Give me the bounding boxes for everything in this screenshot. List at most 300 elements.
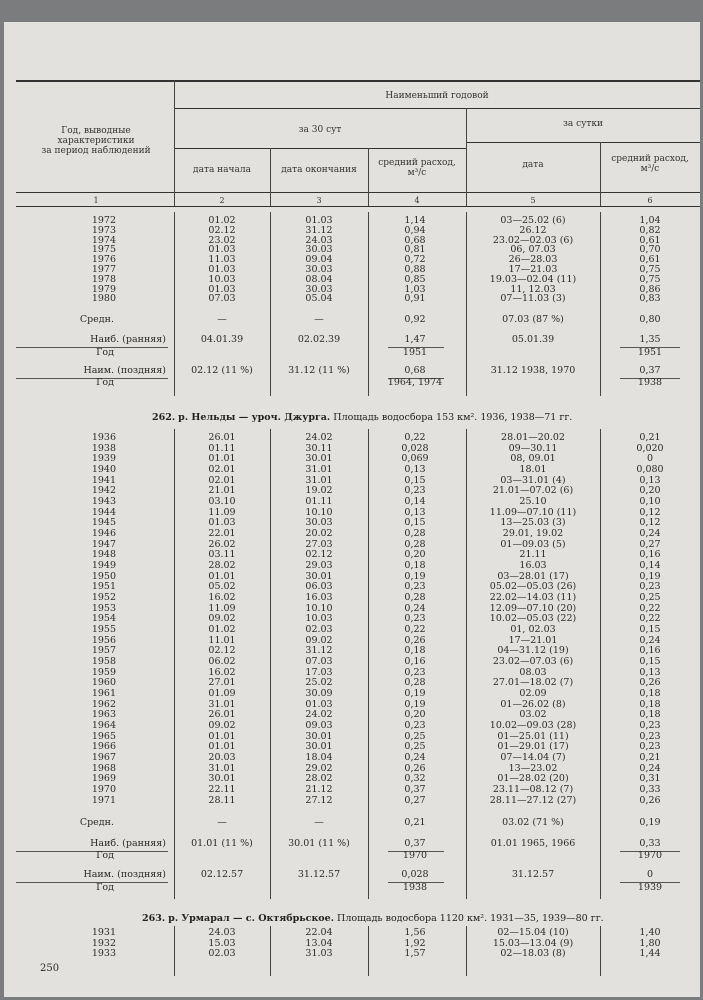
year-cell: 1933 <box>91 948 116 959</box>
start-date-cell: 02.03 <box>208 948 236 959</box>
year-cell: 1955 <box>91 624 116 636</box>
stat-label-underline <box>16 882 168 883</box>
avg-30-cell: 0,23 <box>404 720 426 732</box>
avg-day-cell: 1,04 <box>639 215 661 226</box>
section-263-info: Площадь водосбора 1120 км². 1931—35, 1939—80 гг. <box>337 913 604 924</box>
day-date-cell: 13—25.03 (3) <box>500 517 566 529</box>
start-date-cell: 01.03 <box>208 264 236 275</box>
avg-day-cell: 0,31 <box>639 773 661 785</box>
header-divider <box>466 108 467 206</box>
avg-day-cell: 1,44 <box>639 948 661 959</box>
end-date-cell: 28.02 <box>305 773 333 785</box>
end-date-cell: 21.12 <box>305 784 333 796</box>
day-date-cell: 17—21.03 <box>508 264 558 275</box>
avg-30-cell: 0,24 <box>404 602 426 614</box>
start-date-cell: 28.11 <box>208 794 236 806</box>
avg-day-cell: 0,24 <box>639 634 661 646</box>
avg-30-cell: 0,20 <box>404 709 426 721</box>
book-page <box>4 22 700 997</box>
year-cell: 1966 <box>91 741 116 753</box>
stat-max-start: 01.01 (11 %) <box>191 838 253 849</box>
day-date-cell: 10.02—09.03 (28) <box>489 720 577 732</box>
end-date-cell: 27.12 <box>305 794 333 806</box>
column-divider <box>466 212 467 396</box>
end-date-cell: 29.02 <box>305 762 333 774</box>
day-date-cell: 03.02 <box>519 709 547 721</box>
avg-day-cell: 0,18 <box>639 688 661 700</box>
stat-min-date: 31.12.57 <box>511 869 555 880</box>
day-date-cell: 10.02—05.03 (22) <box>489 613 577 625</box>
end-date-cell: 05.04 <box>305 293 333 305</box>
header-start-date: дата начала <box>193 165 251 175</box>
avg-day-cell: 0,25 <box>639 592 661 604</box>
year-cell: 1973 <box>91 224 116 236</box>
avg-30-cell: 0,28 <box>404 592 426 604</box>
start-date-cell: 05.02 <box>208 581 236 593</box>
day-date-cell: 07—11.03 (3) <box>500 293 566 305</box>
day-date-cell: 15.03—13.04 (9) <box>492 937 574 949</box>
header-divider <box>368 148 369 206</box>
stat-min-year-avgday: 1938 <box>637 377 663 388</box>
end-date-cell: 29.03 <box>305 560 333 572</box>
stat-max-end: 30.01 (11 %) <box>288 838 350 849</box>
day-date-cell: 12.09—07.10 (20) <box>489 602 577 614</box>
stat-mean-start: — <box>217 314 227 325</box>
stat-label-year: Год <box>96 377 114 388</box>
stat-min-avgday: 0 <box>646 869 654 880</box>
section-263-title <box>142 914 604 924</box>
end-date-cell: 22.04 <box>305 927 333 938</box>
year-cell: 1961 <box>91 688 116 700</box>
column-divider <box>174 212 175 396</box>
avg-day-cell: 0,13 <box>639 666 661 678</box>
day-date-cell: 21.01—07.02 (6) <box>492 485 574 497</box>
page-number: 250 <box>40 963 60 974</box>
column-divider <box>368 429 369 899</box>
stat-label-year: Год <box>96 882 114 893</box>
avg-30-cell: 0,20 <box>404 549 426 561</box>
end-date-cell: 09.03 <box>305 720 333 732</box>
avg-day-cell: 0,22 <box>639 602 661 614</box>
avg-30-cell: 0,22 <box>404 624 426 636</box>
end-date-cell: 30.01 <box>305 741 333 753</box>
stat-mean-avgday: 0,19 <box>639 817 661 828</box>
day-date-cell: 25.10 <box>519 496 547 508</box>
avg-30-cell: 0,23 <box>404 485 426 497</box>
avg-day-cell: 0,12 <box>639 517 661 529</box>
day-date-cell: 09—30.11 <box>508 442 558 454</box>
header-day: за сутки <box>562 119 604 129</box>
column-divider <box>368 926 369 976</box>
avg-30-cell: 0,028 <box>401 442 429 454</box>
year-cell: 1958 <box>91 656 116 668</box>
start-date-cell: 02.01 <box>208 474 236 486</box>
avg-day-cell: 0,75 <box>639 264 661 275</box>
year-cell: 1947 <box>91 538 116 550</box>
avg-day-cell: 0,020 <box>636 442 664 454</box>
avg-day-cell: 0,19 <box>639 570 661 582</box>
end-date-cell: 10.10 <box>305 602 333 614</box>
avg-30-cell: 0,25 <box>404 741 426 753</box>
avg-30-cell: 0,14 <box>404 496 426 508</box>
end-date-cell: 31.12 <box>305 645 333 657</box>
stat-mean-end: — <box>314 817 324 828</box>
avg-30-cell: 1,14 <box>404 215 426 226</box>
avg-day-cell: 0,23 <box>639 741 661 753</box>
section-263-name: р. Урмарал — с. Октябрьское. <box>168 913 334 924</box>
avg-day-cell: 0,14 <box>639 560 661 572</box>
end-date-cell: 16.03 <box>305 592 333 604</box>
day-date-cell: 27.01—18.02 (7) <box>492 677 574 689</box>
year-cell: 1948 <box>91 549 116 561</box>
end-date-cell: 31.12 <box>305 224 333 236</box>
day-date-cell: 08.03 <box>519 666 547 678</box>
stat-min-avg30: 0,68 <box>404 365 426 376</box>
avg-30-cell: 0,88 <box>404 264 426 275</box>
section-262-number: 262. <box>152 412 176 423</box>
end-date-cell: 30.01 <box>305 453 333 465</box>
start-date-cell: 21.01 <box>208 485 236 497</box>
start-date-cell: 24.03 <box>208 927 236 938</box>
stat-label-mean: Средн. <box>79 817 114 828</box>
year-cell: 1954 <box>91 613 116 625</box>
end-date-cell: 24.03 <box>305 234 333 246</box>
avg-30-cell: 0,24 <box>404 752 426 764</box>
end-date-cell: 30.03 <box>305 264 333 275</box>
column-divider <box>174 429 175 899</box>
start-date-cell: 01.01 <box>208 730 236 742</box>
year-cell: 1959 <box>91 666 116 678</box>
avg-day-cell: 0,82 <box>639 224 661 236</box>
column-number: 4 <box>414 196 420 205</box>
year-cell: 1971 <box>91 794 116 806</box>
stat-mean-avg30: 0,92 <box>404 314 426 325</box>
avg-day-cell: 0,24 <box>639 528 661 540</box>
column-divider <box>466 926 467 976</box>
start-date-cell: 02.01 <box>208 464 236 475</box>
avg-day-cell: 0,10 <box>639 496 661 508</box>
day-date-cell: 01—29.01 (17) <box>497 741 569 753</box>
stat-max-year-avgday: 1951 <box>637 347 663 358</box>
start-date-cell: 01.03 <box>208 283 236 295</box>
header-avg-day-line2: м³/с <box>640 164 660 174</box>
year-cell: 1953 <box>91 602 116 614</box>
header-30-days: за 30 сут <box>298 125 342 135</box>
year-cell: 1972 <box>91 215 116 226</box>
start-date-cell: 26.01 <box>208 432 236 443</box>
day-date-cell: 26.12 <box>519 224 547 236</box>
avg-30-cell: 0,94 <box>404 224 426 236</box>
avg-30-cell: 0,069 <box>401 453 429 465</box>
avg-30-cell: 0,23 <box>404 666 426 678</box>
stat-max-date: 05.01.39 <box>511 334 555 345</box>
start-date-cell: 28.02 <box>208 560 236 572</box>
stat-min-start: 02.12.57 <box>200 869 244 880</box>
year-cell: 1977 <box>91 264 116 275</box>
avg-day-cell: 0,080 <box>636 464 664 475</box>
year-cell: 1969 <box>91 773 116 785</box>
end-date-cell: 06.03 <box>305 581 333 593</box>
avg-day-cell: 0,75 <box>639 273 661 285</box>
year-cell: 1956 <box>91 634 116 646</box>
year-cell: 1939 <box>91 453 116 465</box>
start-date-cell: 22.01 <box>208 528 236 540</box>
end-date-cell: 24.02 <box>305 709 333 721</box>
start-date-cell: 06.02 <box>208 656 236 668</box>
avg-30-cell: 0,28 <box>404 538 426 550</box>
avg-day-cell: 0,24 <box>639 762 661 774</box>
day-date-cell: 13—23.02 <box>508 762 558 774</box>
day-date-cell: 04—31.12 (19) <box>497 645 569 657</box>
end-date-cell: 10.10 <box>305 506 333 518</box>
start-date-cell: 31.01 <box>208 762 236 774</box>
avg-30-cell: 0,23 <box>404 581 426 593</box>
year-cell: 1963 <box>91 709 116 721</box>
section-263-number: 263. <box>142 913 166 924</box>
start-date-cell: 03.10 <box>208 496 236 508</box>
avg-day-cell: 0,20 <box>639 485 661 497</box>
avg-30-cell: 0,19 <box>404 688 426 700</box>
header-sub-rule-3 <box>466 142 700 143</box>
year-cell: 1965 <box>91 730 116 742</box>
avg-day-cell: 0,15 <box>639 624 661 636</box>
start-date-cell: 10.03 <box>208 273 236 285</box>
stat-max-avgday: 1,35 <box>639 334 661 345</box>
header-sub-rule <box>174 108 700 109</box>
stat-min-avg30: 0,028 <box>401 869 429 880</box>
avg-day-cell: 0,16 <box>639 645 661 657</box>
end-date-cell: 30.03 <box>305 283 333 295</box>
stat-max-year-avg30: 1970 <box>402 850 428 861</box>
end-date-cell: 01.03 <box>305 698 333 710</box>
day-date-cell: 28.01—20.02 <box>501 432 565 443</box>
year-cell: 1943 <box>91 496 116 508</box>
start-date-cell: 11.09 <box>208 506 236 518</box>
year-cell: 1936 <box>91 432 116 443</box>
start-date-cell: 09.02 <box>208 613 236 625</box>
start-date-cell: 16.02 <box>208 592 236 604</box>
start-date-cell: 02.12 <box>208 224 236 236</box>
year-cell: 1974 <box>91 234 116 246</box>
start-date-cell: 01.01 <box>208 453 236 465</box>
year-cell: 1962 <box>91 698 116 710</box>
end-date-cell: 20.02 <box>305 528 333 540</box>
day-date-cell: 01—25.01 (11) <box>497 730 569 742</box>
year-cell: 1979 <box>91 283 116 295</box>
year-cell: 1957 <box>91 645 116 657</box>
end-date-cell: 24.02 <box>305 432 333 443</box>
avg-day-cell: 0,13 <box>639 474 661 486</box>
section-262-info: Площадь водосбора 153 км². 1936, 1938—71 гг. <box>333 412 573 423</box>
stat-max-date: 01.01 1965, 1966 <box>490 838 576 849</box>
year-cell: 1975 <box>91 244 116 256</box>
column-number: 5 <box>530 196 536 205</box>
stat-min-end: 31.12.57 <box>297 869 341 880</box>
avg-30-cell: 1,56 <box>404 927 426 938</box>
avg-30-cell: 0,19 <box>404 698 426 710</box>
year-cell: 1940 <box>91 464 116 475</box>
avg-30-cell: 0,28 <box>404 528 426 540</box>
stat-label-max: Наиб. (ранняя) <box>90 334 166 345</box>
end-date-cell: 27.03 <box>305 538 333 550</box>
header-divider <box>174 80 175 206</box>
avg-day-cell: 0,70 <box>639 244 661 256</box>
stat-mean-start: — <box>217 817 227 828</box>
end-date-cell: 09.02 <box>305 634 333 646</box>
day-date-cell: 05.02—05.03 (26) <box>489 581 577 593</box>
year-cell: 1932 <box>91 937 116 949</box>
avg-day-cell: 0,21 <box>639 752 661 764</box>
day-date-cell: 08, 09.01 <box>510 453 556 465</box>
avg-30-cell: 0,18 <box>404 560 426 572</box>
year-cell: 1944 <box>91 506 116 518</box>
year-cell: 1964 <box>91 720 116 732</box>
year-cell: 1978 <box>91 273 116 285</box>
stat-min-end: 31.12 (11 %) <box>288 365 350 376</box>
day-date-cell: 03—28.01 (17) <box>497 570 569 582</box>
column-number: 2 <box>219 196 225 205</box>
column-divider <box>600 926 601 976</box>
year-cell: 1976 <box>91 254 116 266</box>
avg-30-cell: 0,68 <box>404 234 426 246</box>
section-262-name: р. Нельды — уроч. Джурга. <box>178 412 331 423</box>
avg-day-cell: 0,21 <box>639 432 661 443</box>
year-cell: 1980 <box>91 293 116 305</box>
avg-30-cell: 0,25 <box>404 730 426 742</box>
header-divider <box>270 148 271 206</box>
header-top-title: Наименьший годовой <box>385 91 489 101</box>
start-date-cell: 11.09 <box>208 602 236 614</box>
day-date-cell: 01—26.02 (8) <box>500 698 566 710</box>
day-date-cell: 28.11—27.12 (27) <box>489 794 577 806</box>
stat-label-max: Наиб. (ранняя) <box>90 838 166 849</box>
end-date-cell: 31.01 <box>305 474 333 486</box>
avg-30-cell: 0,13 <box>404 464 426 475</box>
end-date-cell: 01.11 <box>305 496 333 508</box>
avg-30-cell: 1,57 <box>404 948 426 959</box>
day-date-cell: 11.09—07.10 (11) <box>489 506 577 518</box>
avg-30-cell: 0,13 <box>404 506 426 518</box>
end-date-cell: 02.03 <box>305 624 333 636</box>
end-date-cell: 30.03 <box>305 517 333 529</box>
avg-day-cell: 0,18 <box>639 698 661 710</box>
start-date-cell: 01.03 <box>208 244 236 256</box>
stat-mean-avgday: 0,80 <box>639 314 661 325</box>
avg-30-cell: 0,26 <box>404 634 426 646</box>
day-date-cell: 11, 12.03 <box>510 283 556 295</box>
stat-min-year-avgday: 1939 <box>637 882 663 893</box>
day-date-cell: 03—31.01 (4) <box>500 474 566 486</box>
stat-max-end: 02.02.39 <box>297 334 341 345</box>
column-divider <box>600 212 601 396</box>
avg-day-cell: 0,16 <box>639 549 661 561</box>
start-date-cell: 26.01 <box>208 709 236 721</box>
day-date-cell: 03—25.02 (6) <box>500 215 566 226</box>
start-date-cell: 23.02 <box>208 234 236 246</box>
stat-label-underline <box>16 378 168 379</box>
header-top-rule <box>16 80 700 82</box>
start-date-cell: 01.03 <box>208 517 236 529</box>
year-cell: 1931 <box>91 927 116 938</box>
end-date-cell: 19.02 <box>305 485 333 497</box>
start-date-cell: 11.01 <box>208 634 236 646</box>
day-date-cell: 01—28.02 (20) <box>497 773 569 785</box>
avg-day-cell: 0,23 <box>639 581 661 593</box>
stat-label-min: Наим. (поздняя) <box>83 869 166 880</box>
column-divider <box>466 429 467 899</box>
avg-day-cell: 0,22 <box>639 613 661 625</box>
header-sub-rule-2 <box>174 148 466 149</box>
day-date-cell: 01, 02.03 <box>510 624 556 636</box>
header-end-date: дата окончания <box>281 165 357 175</box>
year-cell: 1942 <box>91 485 116 497</box>
end-date-cell: 01.03 <box>305 215 333 226</box>
year-cell: 1951 <box>91 581 116 593</box>
end-date-cell: 31.03 <box>305 948 333 959</box>
stat-label-year: Год <box>96 347 114 358</box>
avg-30-cell: 0,15 <box>404 517 426 529</box>
day-date-cell: 23.02—07.03 (6) <box>492 656 574 668</box>
year-cell: 1941 <box>91 474 116 486</box>
avg-day-cell: 0,18 <box>639 709 661 721</box>
end-date-cell: 30.01 <box>305 730 333 742</box>
column-divider <box>174 926 175 976</box>
stat-min-start: 02.12 (11 %) <box>191 365 253 376</box>
header-avg-30-line1: средний расход, <box>378 158 456 168</box>
day-date-cell: 02—15.04 (10) <box>497 927 569 938</box>
column-divider <box>600 429 601 899</box>
avg-day-cell: 0,23 <box>639 730 661 742</box>
start-date-cell: 27.01 <box>208 677 236 689</box>
start-date-cell: 01.01 <box>208 741 236 753</box>
avg-30-cell: 0,85 <box>404 273 426 285</box>
avg-day-cell: 0,33 <box>639 784 661 796</box>
year-cell: 1938 <box>91 442 116 454</box>
end-date-cell: 17.03 <box>305 666 333 678</box>
avg-day-cell: 0,26 <box>639 677 661 689</box>
avg-day-cell: 0,12 <box>639 506 661 518</box>
day-date-cell: 23.02—02.03 (6) <box>492 234 574 246</box>
end-date-cell: 13.04 <box>305 937 333 949</box>
column-divider <box>270 429 271 899</box>
end-date-cell: 02.12 <box>305 549 333 561</box>
column-number: 1 <box>93 196 99 205</box>
stat-min-year-avg30: 1938 <box>402 882 428 893</box>
stat-max-avg30: 0,37 <box>404 838 426 849</box>
avg-30-cell: 0,37 <box>404 784 426 796</box>
start-date-cell: 16.02 <box>208 666 236 678</box>
end-date-cell: 31.01 <box>305 464 333 475</box>
start-date-cell: 31.01 <box>208 698 236 710</box>
avg-30-cell: 0,15 <box>404 474 426 486</box>
start-date-cell: 30.01 <box>208 773 236 785</box>
start-date-cell: 01.01 <box>208 570 236 582</box>
start-date-cell: 03.11 <box>208 549 236 561</box>
avg-30-cell: 0,26 <box>404 762 426 774</box>
stat-max-avgday: 0,33 <box>639 838 661 849</box>
start-date-cell: 01.02 <box>208 624 236 636</box>
column-number: 6 <box>647 196 653 205</box>
end-date-cell: 30.01 <box>305 570 333 582</box>
start-date-cell: 26.02 <box>208 538 236 550</box>
start-date-cell: 01.09 <box>208 688 236 700</box>
avg-30-cell: 1,03 <box>404 283 426 295</box>
stat-label-underline <box>16 851 168 852</box>
day-date-cell: 19.03—02.04 (11) <box>489 273 577 285</box>
end-date-cell: 25.02 <box>305 677 333 689</box>
day-date-cell: 23.11—08.12 (7) <box>492 784 574 796</box>
avg-day-cell: 0,26 <box>639 794 661 806</box>
